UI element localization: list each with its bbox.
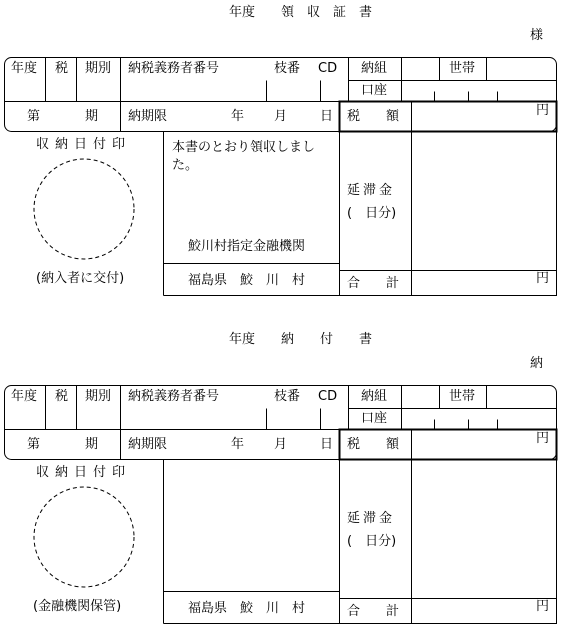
period-dai: 第 [27,109,41,124]
recipient-suffix: 様 [530,28,544,43]
stamp-caption: (納入者に交付) [36,271,125,286]
bank-note: 鮫川村指定金融機関 [188,239,306,254]
tax-amount-label: 税 額 [347,437,400,452]
period-dai: 第 [27,437,41,452]
header-cd: CD [318,389,338,404]
header-setai: 世帯 [449,61,476,76]
entaikin-days: ( 日分) [347,534,397,549]
period-tsuki: 月 [274,437,288,452]
municipality: 福島県 鮫 川 村 [188,273,306,288]
header-taxpayer-no: 納税義務者番号 [128,61,220,76]
header-zei: 税 [55,61,69,76]
header-taxpayer-no: 納税義務者番号 [128,389,220,404]
total-label: 合 計 [347,276,400,291]
period-hi: 日 [320,437,334,452]
header-edaban: 枝番 [274,389,301,404]
entaikin-label: 延滞金 [347,511,396,526]
header-nokumi: 納組 [361,61,388,76]
payment-corner: 納 [530,356,544,371]
header-kibetsu: 期別 [85,389,112,404]
header-koza: 口座 [361,83,388,98]
period-nen: 年 [231,437,245,452]
total-label: 合 計 [347,604,400,619]
total-yen: 円 [536,271,550,286]
period-tsuki: 月 [274,109,288,124]
tax-amount-yen: 円 [536,103,550,118]
header-cd: CD [318,61,338,76]
stamp-caption: (金融機関保管) [33,599,122,614]
municipality: 福島県 鮫 川 村 [188,601,306,616]
tax-amount-label: 税 額 [347,109,400,124]
total-yen: 円 [536,599,550,614]
header-koza: 口座 [361,411,388,426]
header-edaban: 枝番 [274,61,301,76]
period-nen: 年 [231,109,245,124]
header-nendo: 年度 [11,61,38,76]
header-nendo: 年度 [11,389,38,404]
period-nokigen: 納期限 [128,109,168,124]
period-nokigen: 納期限 [128,437,168,452]
tax-amount-yen: 円 [536,431,550,446]
entaikin-label: 延滞金 [347,183,396,198]
receipt-title: 年度 領 収 証 書 [229,5,373,20]
entaikin-days: ( 日分) [347,206,397,221]
header-zei: 税 [55,389,69,404]
header-kibetsu: 期別 [85,61,112,76]
header-nokumi: 納組 [361,389,388,404]
payment-title: 年度 納 付 書 [229,332,373,347]
period-ki: 期 [85,437,99,452]
stamp-label: 収納日付印 [36,465,132,480]
stamp-label: 収納日付印 [36,137,132,152]
header-setai: 世帯 [449,389,476,404]
period-ki: 期 [85,109,99,124]
period-hi: 日 [320,109,334,124]
receipt-note: 本書のとおり領収しました。 [172,140,316,173]
